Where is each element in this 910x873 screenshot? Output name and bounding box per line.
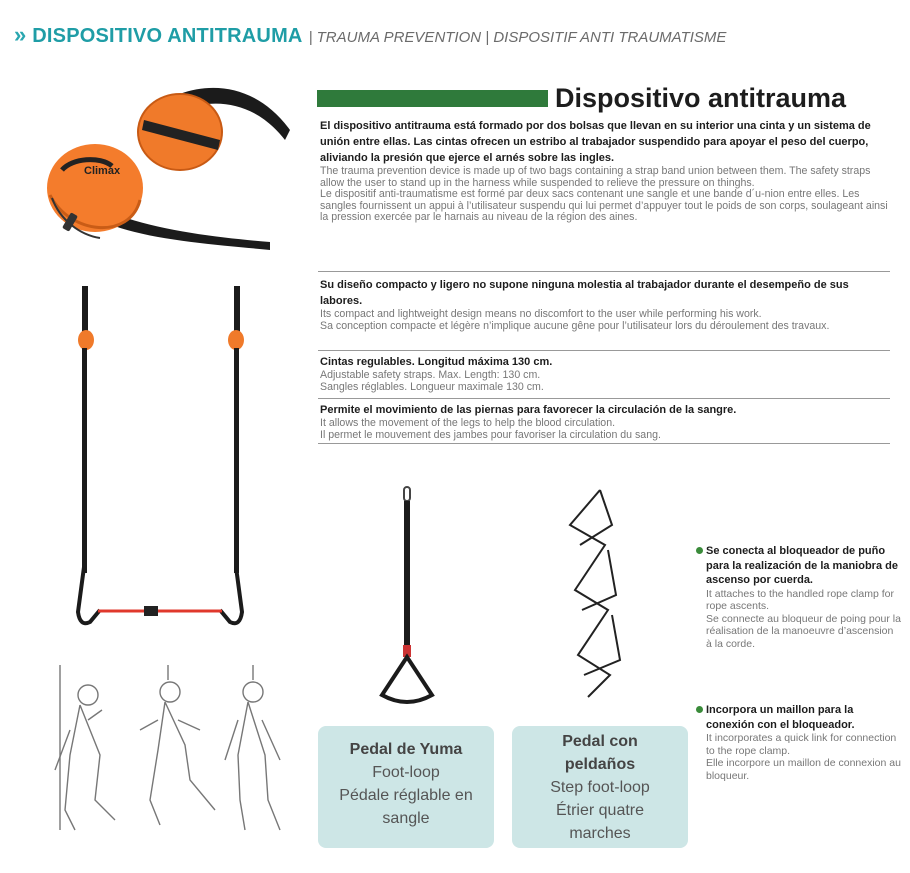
feature-adjustable <box>320 354 890 393</box>
bullet-en: It incorporates a quick link for connection to the rope clamp. <box>706 732 897 757</box>
bullet-fr: Elle incorpore un maillon de connexion au bloqueur. <box>706 757 901 782</box>
trauma-bags-image <box>40 70 300 250</box>
bullet-dot-icon <box>696 706 703 713</box>
bullet-en: It attaches to the handled rope clamp for rope ascents. <box>706 587 894 612</box>
card-step-footloop <box>512 726 688 848</box>
card-en: Step foot-loop <box>550 779 650 796</box>
card-fr: Étrier quatre marches <box>555 802 645 842</box>
divider <box>318 398 890 399</box>
section-title: DISPOSITIVO ANTITRAUMA <box>32 25 303 47</box>
card-fr: Pédale réglable en sangle <box>339 787 473 827</box>
bullet-rope-clamp <box>706 544 901 650</box>
feature-fr: Sa conception compacte et légère n’implique aucune gêne pour l’utilisateur lors du déroulement des travaux. <box>320 319 830 332</box>
card-en: Foot-loop <box>372 764 440 781</box>
description-en: The trauma prevention device is made up of two bags containing a strap band union between them. The safety straps allow the user to stand up in the harness while suspended to relieve the pressure on thinghs. <box>320 165 871 189</box>
bullet-dot-icon <box>696 547 703 554</box>
feature-en: It allows the movement of the legs to help the blood circulation. <box>320 417 616 429</box>
straps-deployed-image <box>70 282 255 637</box>
feature-es: Su diseño compacto y ligero no supone ninguna molestia al trabajador durante el desempeño de sus labores. <box>320 279 849 307</box>
divider <box>318 443 890 444</box>
bullet-es: Se conecta al bloqueador de puño para la realización de la maniobra de ascenso por cuerda. <box>706 545 898 586</box>
bullet-es: Incorpora un maillon para la conexión con el bloqueador. <box>706 704 855 731</box>
feature-en: Its compact and lightweight design means no discomfort to the user while performing his work. <box>320 308 762 320</box>
card-name: Pedal de Yuma <box>349 741 463 758</box>
divider <box>318 271 890 272</box>
title-accent-bar <box>317 90 548 107</box>
section-subtitle: | TRAUMA PREVENTION | DISPOSITIF ANTI TRAUMATISME <box>308 29 727 46</box>
feature-es: Cintas regulables. Longitud máxima 130 cm. <box>320 356 553 368</box>
usage-illustration <box>40 660 300 840</box>
climax-logo: Climax <box>84 165 121 177</box>
description-es: El dispositivo antitrauma está formado por dos bolsas que llevan en su interior una cinta y un sistema de unión entre ellas. Las cintas ofrecen un estribo al trabajador suspendido para apoyar el peso del cuerpo, aliviando la presión que ejerce el arnés sobre las ingles. <box>320 120 871 164</box>
step-footloop-image <box>560 485 640 715</box>
feature-en: Adjustable safety straps. Max. Length: 130 cm. <box>320 369 541 381</box>
feature-es: Permite el movimiento de las piernas para favorecer la circulación de la sangre. <box>320 404 737 416</box>
card-yuma-pedal <box>318 726 494 848</box>
feature-circulation <box>320 402 890 441</box>
card-name: Pedal con peldaños <box>562 733 638 773</box>
description-fr: Le dispositif anti-traumatisme est formé par deux sacs contenant une sangle et une bande d´u-nion entre elles. Les sangles fournissent un appui à l’utilisateur suspendu qui lui permet d’appuyer tout le poids de son corps, soulageant ainsi la pression exercée par le harnais au niveau de la région des aines. <box>320 188 888 224</box>
feature-compact <box>320 277 890 332</box>
feature-fr: Il permet le mouvement des jambes pour favoriser la circulation du sang. <box>320 428 661 441</box>
page-header <box>14 22 726 48</box>
double-chevron-icon: » <box>14 22 27 47</box>
product-description <box>320 118 890 224</box>
bullet-fr: Se connecte au bloqueur de poing pour la réalisation de la manoeuvre d’ascension à la corde. <box>706 612 901 650</box>
product-title: Dispositivo antitrauma <box>555 83 847 113</box>
bullet-quick-link <box>706 703 901 782</box>
yuma-pedal-image <box>370 485 445 715</box>
feature-fr: Sangles réglables. Longueur maximale 130 cm. <box>320 380 544 393</box>
divider <box>318 350 890 351</box>
